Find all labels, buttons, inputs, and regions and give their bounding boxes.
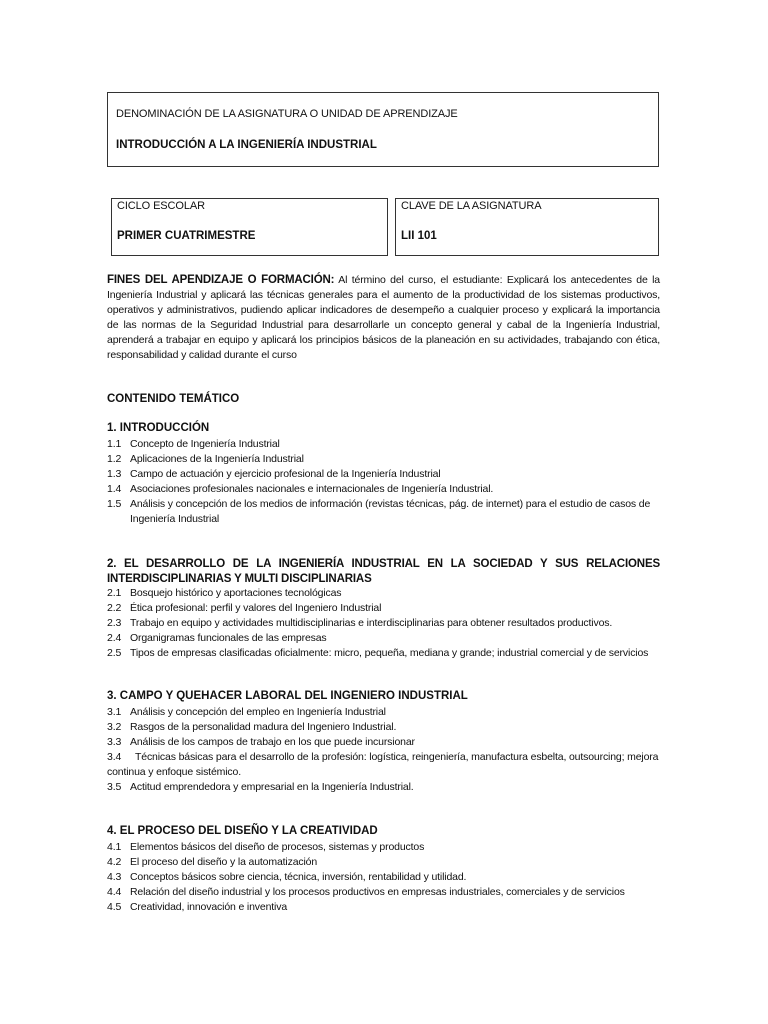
list-item <box>107 437 660 452</box>
item-text: Tipos de empresas clasificadas oficialmente: micro, pequeña, mediana y grande; industrial comercial y de servicios <box>130 647 649 659</box>
section-title: 4. EL PROCESO DEL DISEÑO Y LA CREATIVIDAD <box>107 825 378 837</box>
item-text: Análisis de los campos de trabajo en los que puede incursionar <box>130 736 415 748</box>
item-number: 4.4 <box>107 886 122 898</box>
item-number: 4.3 <box>107 871 122 883</box>
item-text: Análisis y concepción de los medios de información (revistas técnicas, pág. de internet) para el estudio de casos de Ingeniería Industrial <box>130 498 651 525</box>
content-heading: CONTENIDO TEMÁTICO <box>107 393 240 405</box>
item-number: 3.3 <box>107 736 122 748</box>
item-text: Asociaciones profesionales nacionales e internacionales de Ingeniería Industrial. <box>130 483 494 495</box>
subject-key-label: CLAVE DE LA ASIGNATURA <box>401 200 542 212</box>
item-number: 4.5 <box>107 901 122 913</box>
item-number: 1.4 <box>107 483 122 495</box>
list-item <box>107 631 660 646</box>
list-item <box>107 616 660 631</box>
item-text: Relación del diseño industrial y los procesos productivos en empresas industriales, comerciales y de servicios <box>130 886 625 898</box>
list-item <box>107 646 660 661</box>
list-item <box>107 840 660 855</box>
school-cycle-value: PRIMER CUATRIMESTRE <box>117 230 256 242</box>
section-list <box>107 840 660 915</box>
item-text: Bosquejo histórico y aportaciones tecnológicas <box>130 587 342 599</box>
item-number: 1.2 <box>107 453 122 465</box>
item-text: Análisis y concepción del empleo en Ingeniería Industrial <box>130 706 386 718</box>
item-text: Ética profesional: perfil y valores del Ingeniero Industrial <box>130 602 382 614</box>
item-text: Técnicas básicas para el desarrollo de la profesión: logística, reingeniería, manufactura esbelta, outsourcing; mejora continua y enfoque sistémico. <box>107 751 659 778</box>
learning-objectives-text: Al término del curso, el estudiante: Explicará los antecedentes de la Ingeniería Industrial y aplicará las técnicas generales para el aumento de la productividad de los sistemas productivos, operativos y administrativos, pudiendo aplicar indicadores de desempeño a cualquier proceso y explicará la importancia de las normas de la Seguridad Industrial para desarrollarle un concepto general y cabal de la Ingeniería Industrial, aprenderá a trabajar en equipo y aplicará los principios básicos de la planeación en su actividades, trabajando con ética, responsabilidad y calidad durante el curso <box>107 274 660 361</box>
item-number: 3.1 <box>107 706 122 718</box>
subject-name-label: DENOMINACIÓN DE LA ASIGNATURA O UNIDAD DE APRENDIZAJE <box>116 108 458 120</box>
list-item <box>107 586 660 601</box>
item-text: Conceptos básicos sobre ciencia, técnica, inversión, rentabilidad y utilidad. <box>130 871 467 883</box>
item-number: 2.2 <box>107 602 122 614</box>
list-item <box>107 720 660 735</box>
item-text: Rasgos de la personalidad madura del Ingeniero Industrial. <box>130 721 397 733</box>
subject-name-box <box>107 92 659 167</box>
list-item <box>107 855 660 870</box>
list-item <box>107 885 660 900</box>
subject-key-box <box>395 198 659 256</box>
section-title: 3. CAMPO Y QUEHACER LABORAL DEL INGENIERO INDUSTRIAL <box>107 690 468 702</box>
item-number: 1.3 <box>107 468 122 480</box>
item-number: 4.1 <box>107 841 122 853</box>
list-item <box>107 467 660 482</box>
list-item <box>107 735 660 750</box>
list-item <box>107 601 660 616</box>
item-text: Elementos básicos del diseño de procesos, sistemas y productos <box>130 841 425 853</box>
school-cycle-label: CICLO ESCOLAR <box>117 200 205 212</box>
item-text: Concepto de Ingeniería Industrial <box>130 438 280 450</box>
list-item <box>107 705 660 720</box>
item-number: 3.5 <box>107 781 122 793</box>
section-list <box>107 705 660 795</box>
subject-key-value: LII 101 <box>401 230 437 242</box>
section-list <box>107 586 660 661</box>
learning-objectives-label: FINES DEL APENDIZAJE O FORMACIÓN: <box>107 274 335 286</box>
section-title: 2. EL DESARROLLO DE LA INGENIERÍA INDUSTRIAL EN LA SOCIEDAD Y SUS RELACIONES INTERDISCIPLINARIAS Y MULTI DISCIPLINARIAS <box>107 558 660 585</box>
section-title: 1. INTRODUCCIÓN <box>107 422 210 434</box>
item-text: Actitud emprendedora y empresarial en la Ingeniería Industrial. <box>130 781 414 793</box>
item-text: Trabajo en equipo y actividades multidisciplinarias e interdisciplinarias para obtener resultados productivos. <box>130 617 613 629</box>
item-number: 2.3 <box>107 617 122 629</box>
item-number: 2.5 <box>107 647 122 659</box>
learning-objectives-paragraph <box>107 273 660 363</box>
item-number: 1.5 <box>107 498 122 510</box>
section-list <box>107 437 660 527</box>
item-number: 1.1 <box>107 438 122 450</box>
item-number: 2.4 <box>107 632 122 644</box>
item-text: El proceso del diseño y la automatización <box>130 856 318 868</box>
list-item <box>107 870 660 885</box>
item-number: 4.2 <box>107 856 122 868</box>
item-number: 3.4 <box>107 751 122 763</box>
item-text: Organigramas funcionales de las empresas <box>130 632 327 644</box>
item-number: 2.1 <box>107 587 122 599</box>
item-text: Campo de actuación y ejercicio profesional de la Ingeniería Industrial <box>130 468 441 480</box>
list-item <box>107 497 660 527</box>
school-cycle-box <box>111 198 388 256</box>
list-item <box>107 750 660 780</box>
list-item <box>107 900 660 915</box>
list-item <box>107 482 660 497</box>
list-item <box>107 780 660 795</box>
item-text: Creatividad, innovación e inventiva <box>130 901 288 913</box>
subject-name-value: INTRODUCCIÓN A LA INGENIERÍA INDUSTRIAL <box>116 139 377 151</box>
item-number: 3.2 <box>107 721 122 733</box>
item-text: Aplicaciones de la Ingeniería Industrial <box>130 453 304 465</box>
list-item <box>107 452 660 467</box>
